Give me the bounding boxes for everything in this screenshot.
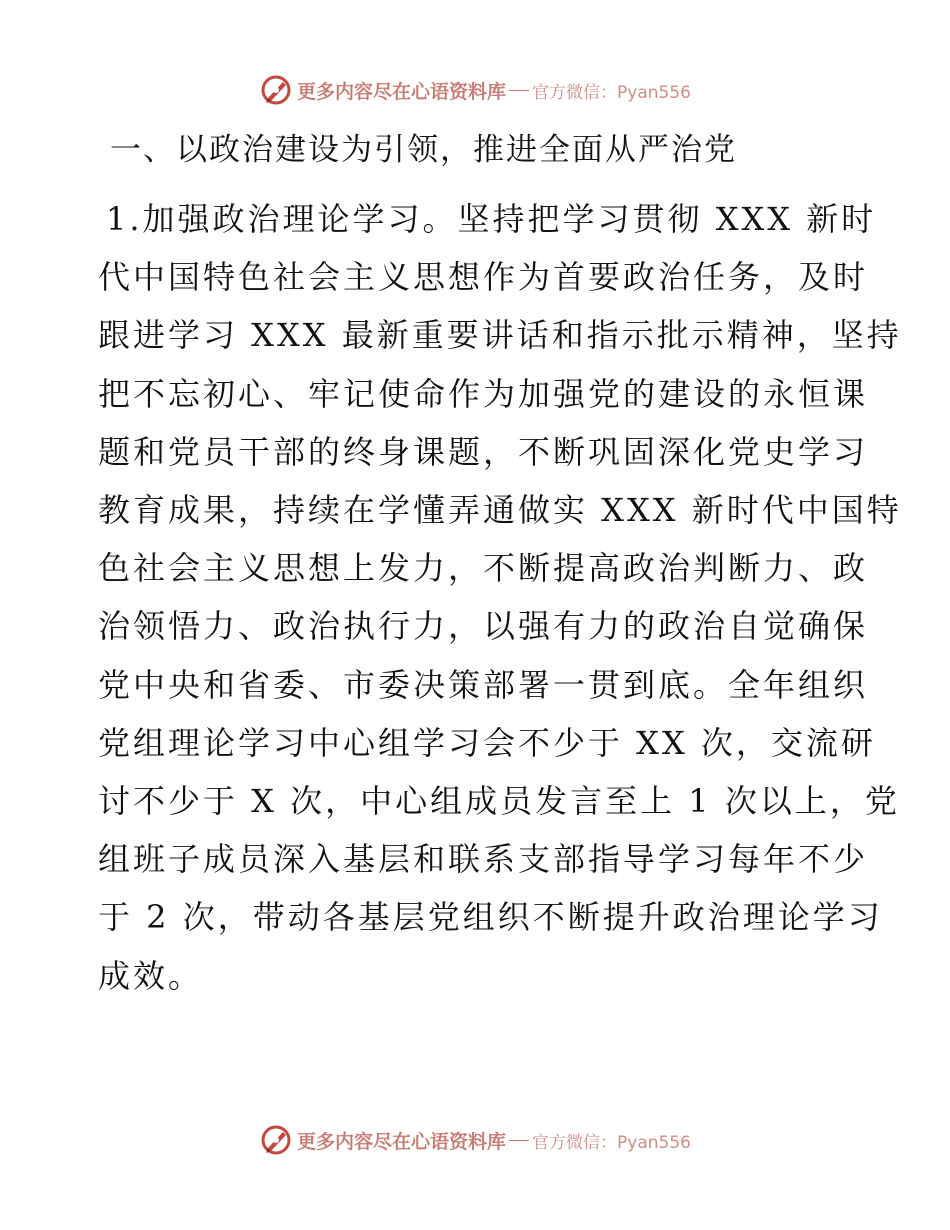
paragraph bbox=[98, 190, 902, 1005]
pen-logo-icon bbox=[259, 1123, 293, 1157]
paragraph-line: 1.加强政治理论学习。坚持把学习贯彻 XXX 新时 bbox=[106, 200, 877, 238]
section-heading: 一、以政治建设为引领，推进全面从严治党 bbox=[110, 132, 737, 168]
banner-sub-text: 官方微信：Pyan556 bbox=[532, 1132, 691, 1153]
footer-banner bbox=[0, 1120, 950, 1160]
document-body bbox=[98, 118, 902, 1005]
paragraph-line: 把不忘初心、牢记使命作为加强党的建设的永恒课 bbox=[98, 374, 869, 413]
banner-dash bbox=[509, 90, 529, 91]
paragraph-line: 色社会主义思想上发力，不断提高政治判断力、政 bbox=[98, 549, 869, 588]
banner-sub-text: 官方微信：Pyan556 bbox=[532, 82, 691, 103]
paragraph-line: 组班子成员深入基层和联系支部指导学习每年不少 bbox=[98, 840, 869, 879]
paragraph-line: 讨不少于 X 次，中心组成员发言至上 1 次以上，党 bbox=[98, 782, 900, 821]
paragraph-line: 题和党员干部的终身课题，不断巩固深化党史学习 bbox=[98, 432, 869, 471]
paragraph-line: 党中央和省委、市委决策部署一贯到底。全年组织 bbox=[98, 665, 869, 704]
paragraph-line: 教育成果，持续在学懂弄通做实 XXX 新时代中国特 bbox=[98, 491, 902, 530]
paragraph-line: 成效。 bbox=[98, 956, 204, 995]
paragraph-line: 治领悟力、政治执行力，以强有力的政治自觉确保 bbox=[98, 607, 869, 646]
paragraph-line: 跟进学习 XXX 最新重要讲话和指示批示精神，坚持 bbox=[98, 316, 902, 355]
paragraph-line: 于 2 次，带动各基层党组织不断提升政治理论学习 bbox=[98, 898, 883, 937]
paragraph-line: 党组理论学习中心组学习会不少于 XX 次，交流研 bbox=[98, 723, 876, 762]
banner-dash bbox=[509, 1140, 529, 1141]
pen-logo-icon bbox=[259, 73, 293, 107]
banner-main-text: 更多内容尽在心语资料库 bbox=[297, 80, 507, 103]
banner-main-text: 更多内容尽在心语资料库 bbox=[297, 1130, 507, 1153]
header-banner bbox=[0, 70, 950, 110]
paragraph-line: 代中国特色社会主义思想作为首要政治任务，及时 bbox=[98, 258, 869, 297]
